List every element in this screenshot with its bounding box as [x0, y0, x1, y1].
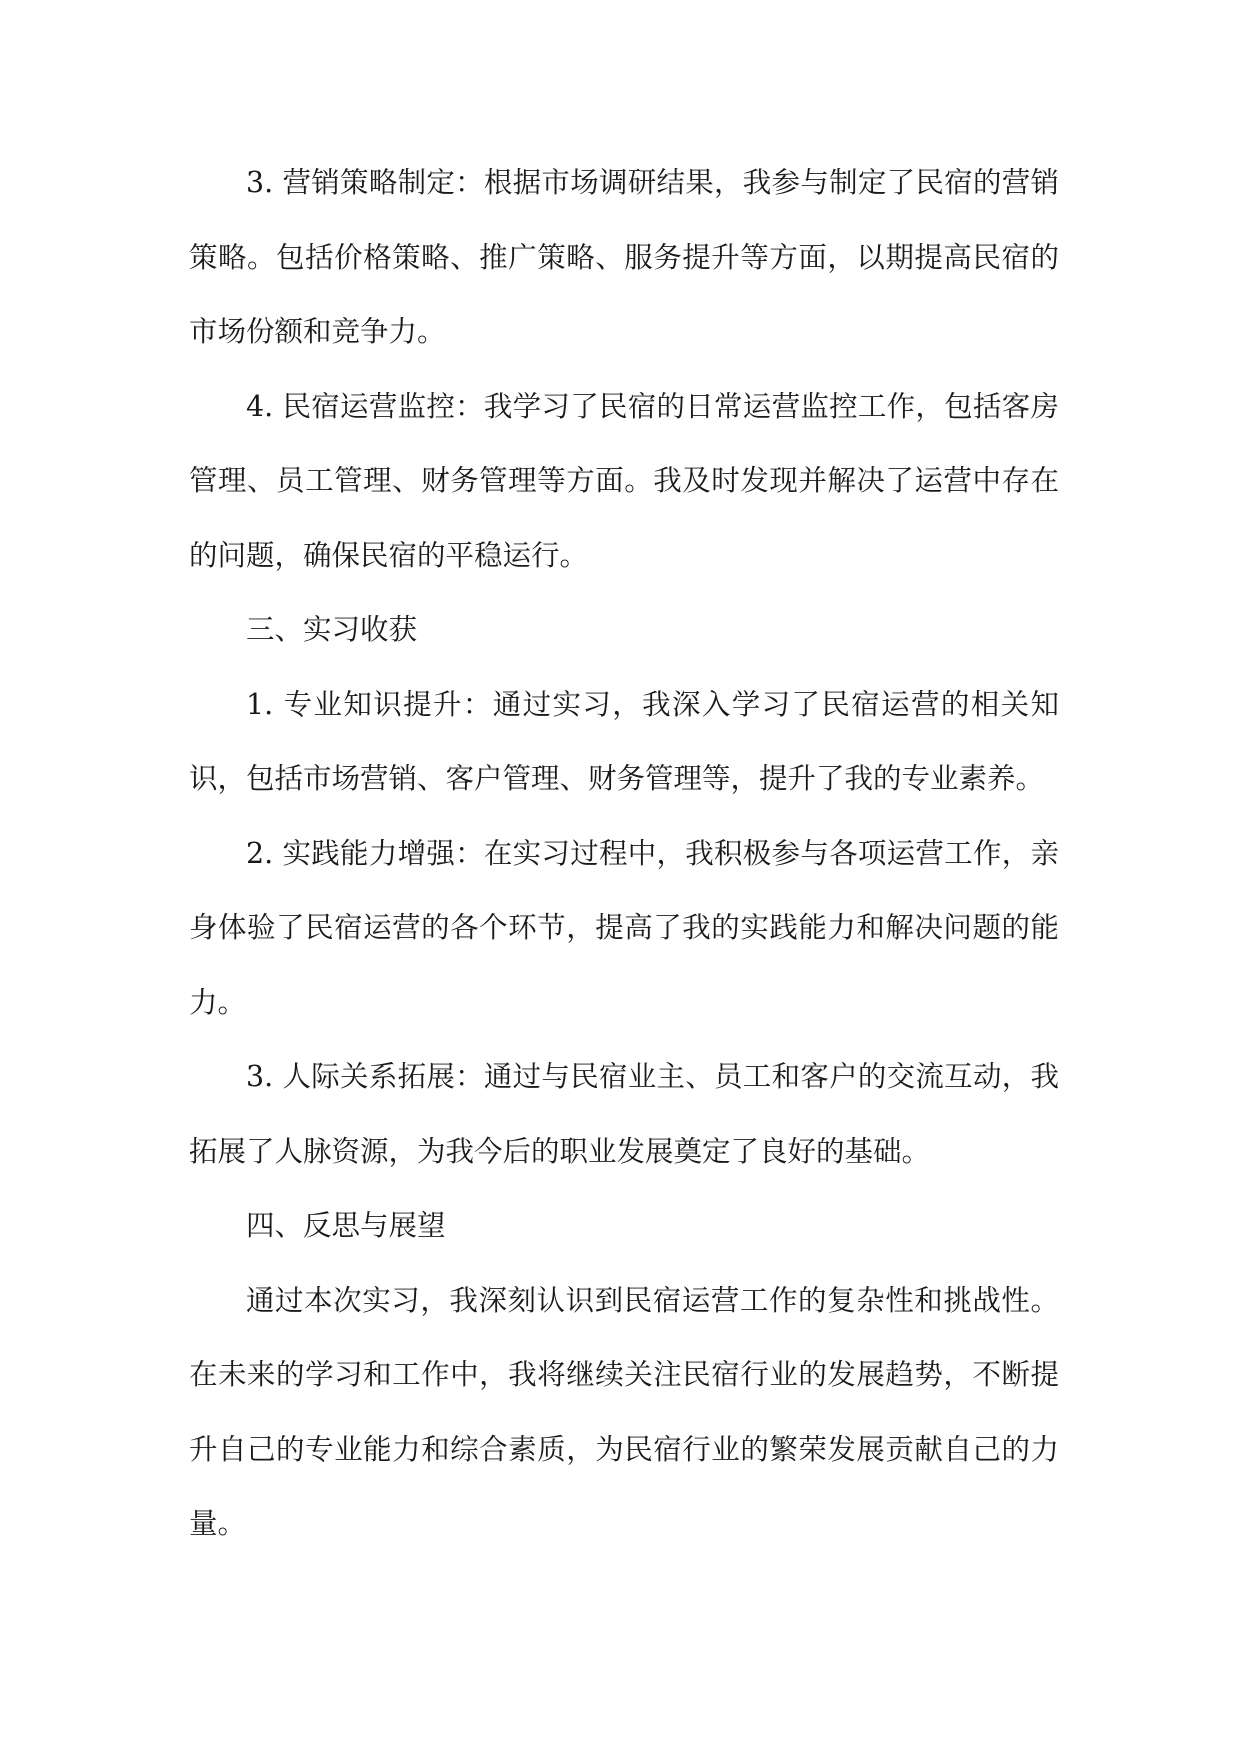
paragraph-practical-ability: 2. 实践能力增强：在实习过程中，我积极参与各项运营工作，亲身体验了民宿运营的各个环节，提高了我的实践能力和解决问题的能力。: [189, 836, 1059, 1019]
section-heading-internship-gains: 三、实习收获: [246, 613, 418, 646]
paragraph-marketing-strategy: 3. 营销策略制定：根据市场调研结果，我参与制定了民宿的营销策略。包括价格策略、推广策略、服务提升等方面，以期提高民宿的市场份额和竞争力。: [189, 166, 1059, 348]
document-body: [189, 146, 1059, 1562]
paragraph-operations-monitoring: 4. 民宿运营监控：我学习了民宿的日常运营监控工作，包括客房管理、员工管理、财务管理等方面。我及时发现并解决了运营中存在的问题，确保民宿的平稳运行。: [189, 389, 1059, 572]
paragraph-interpersonal-relations: 3. 人际关系拓展：通过与民宿业主、员工和客户的交流互动，我拓展了人脉资源，为我今后的职业发展奠定了良好的基础。: [189, 1060, 1059, 1168]
paragraph-conclusion: 通过本次实习，我深刻认识到民宿运营工作的复杂性和挑战性。在未来的学习和工作中，我将继续关注民宿行业的发展趋势，不断提升自己的专业能力和综合素质，为民宿行业的繁荣发展贡献自己的力量。: [189, 1283, 1059, 1540]
section-heading-reflection-outlook: 四、反思与展望: [246, 1209, 446, 1242]
paragraph-professional-knowledge: 1. 专业知识提升：通过实习，我深入学习了民宿运营的相关知识，包括市场营销、客户管理、财务管理等，提升了我的专业素养。: [189, 687, 1059, 795]
